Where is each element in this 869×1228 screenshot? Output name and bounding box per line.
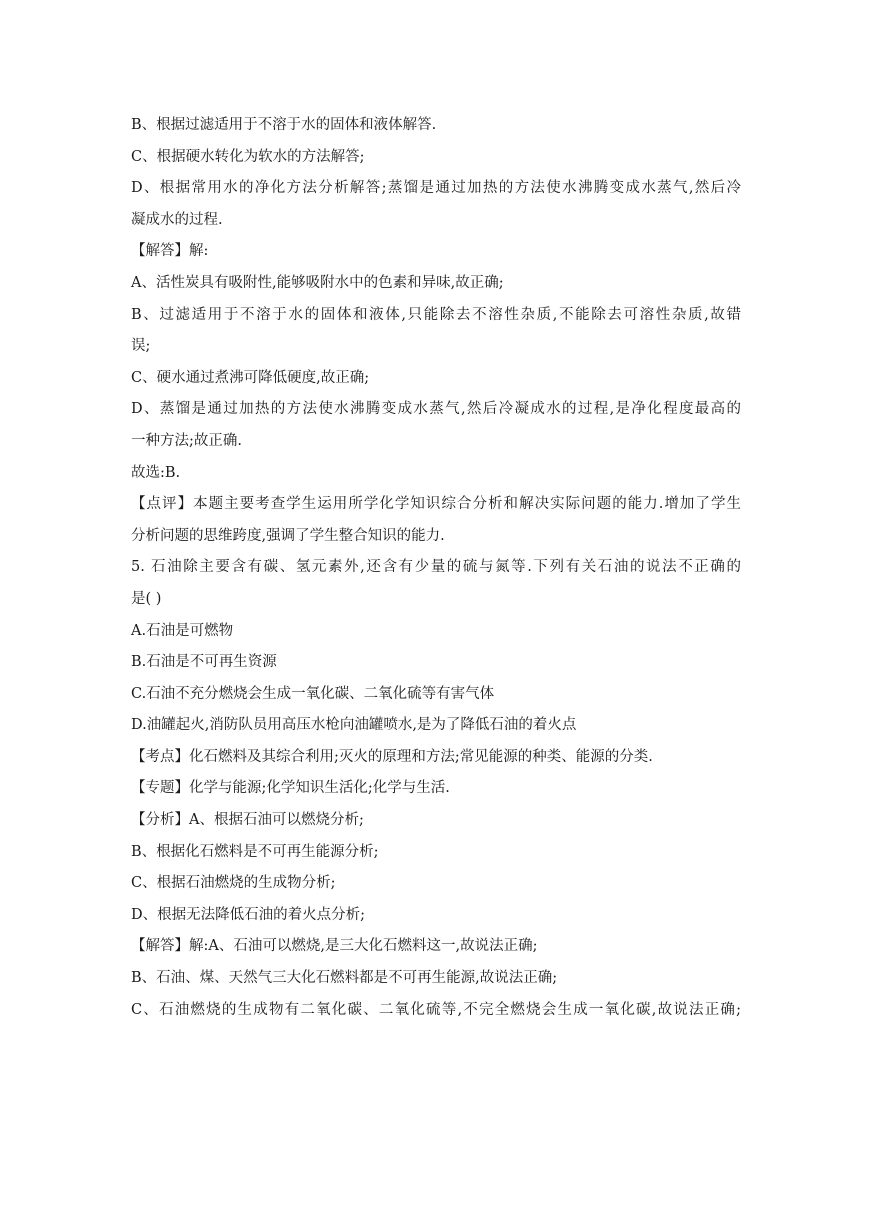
text-line: 【专题】化学与能源;化学知识生活化;化学与生活.	[131, 780, 450, 797]
text-line: 【点评】本题主要考查学生运用所学化学知识综合分析和解决实际问题的能力.增加了学生	[131, 496, 741, 513]
text-line: 是( )	[131, 590, 162, 607]
text-line: 一种方法;故正确.	[131, 432, 242, 449]
text-line: B.石油是不可再生资源	[131, 654, 277, 671]
text-line: C、根据石油燃烧的生成物分析;	[131, 875, 336, 892]
text-line: A、活性炭具有吸附性,能够吸附水中的色素和异味,故正确;	[131, 274, 504, 291]
document-body	[131, 110, 741, 1026]
text-line: 【解答】解:A、石油可以燃烧,是三大化石燃料这一,故说法正确;	[131, 938, 538, 955]
text-line: A.石油是可燃物	[131, 622, 234, 639]
text-line: 【分析】A、根据石油可以燃烧分析;	[131, 812, 364, 829]
text-line: 5. 石油除主要含有碳、氢元素外,还含有少量的硫与氮等.下列有关石油的说法不正确的	[131, 559, 741, 576]
text-line: 凝成水的过程.	[131, 211, 223, 228]
text-line: B、石油、煤、天然气三大化石燃料都是不可再生能源,故说法正确;	[131, 970, 558, 987]
text-line: D、根据无法降低石油的着火点分析;	[131, 906, 366, 923]
text-line: D、根据常用水的净化方法分析解答;蒸馏是通过加热的方法使水沸腾变成水蒸气,然后冷	[131, 180, 741, 197]
text-line: 分析问题的思维跨度,强调了学生整合知识的能力.	[131, 527, 445, 544]
text-line: C、根据硬水转化为软水的方法解答;	[131, 148, 365, 165]
text-line: 【考点】化石燃料及其综合利用;灭火的原理和方法;常见能源的种类、能源的分类.	[131, 748, 653, 765]
text-line: B、过滤适用于不溶于水的固体和液体,只能除去不溶性杂质,不能除去可溶性杂质,故错	[131, 306, 741, 323]
text-line: 误;	[131, 338, 151, 355]
text-line: C、硬水通过煮沸可降低硬度,故正确;	[131, 369, 370, 386]
text-line: 【解答】解:	[131, 243, 209, 260]
text-line: D.油罐起火,消防队员用高压水枪向油罐喷水,是为了降低石油的着火点	[131, 717, 577, 734]
text-line: C、石油燃烧的生成物有二氧化碳、二氧化硫等,不完全燃烧会生成一氧化碳,故说法正确;	[131, 1001, 741, 1018]
text-line: 故选:B.	[131, 464, 181, 481]
text-line: B、根据过滤适用于不溶于水的固体和液体解答.	[131, 117, 437, 133]
text-line: D、蒸馏是通过加热的方法使水沸腾变成水蒸气,然后冷凝成水的过程,是净化程度最高的	[131, 401, 741, 418]
text-line: C.石油不充分燃烧会生成一氧化碳、二氧化硫等有害气体	[131, 685, 495, 702]
text-line: B、根据化石燃料是不可再生能源分析;	[131, 843, 379, 860]
